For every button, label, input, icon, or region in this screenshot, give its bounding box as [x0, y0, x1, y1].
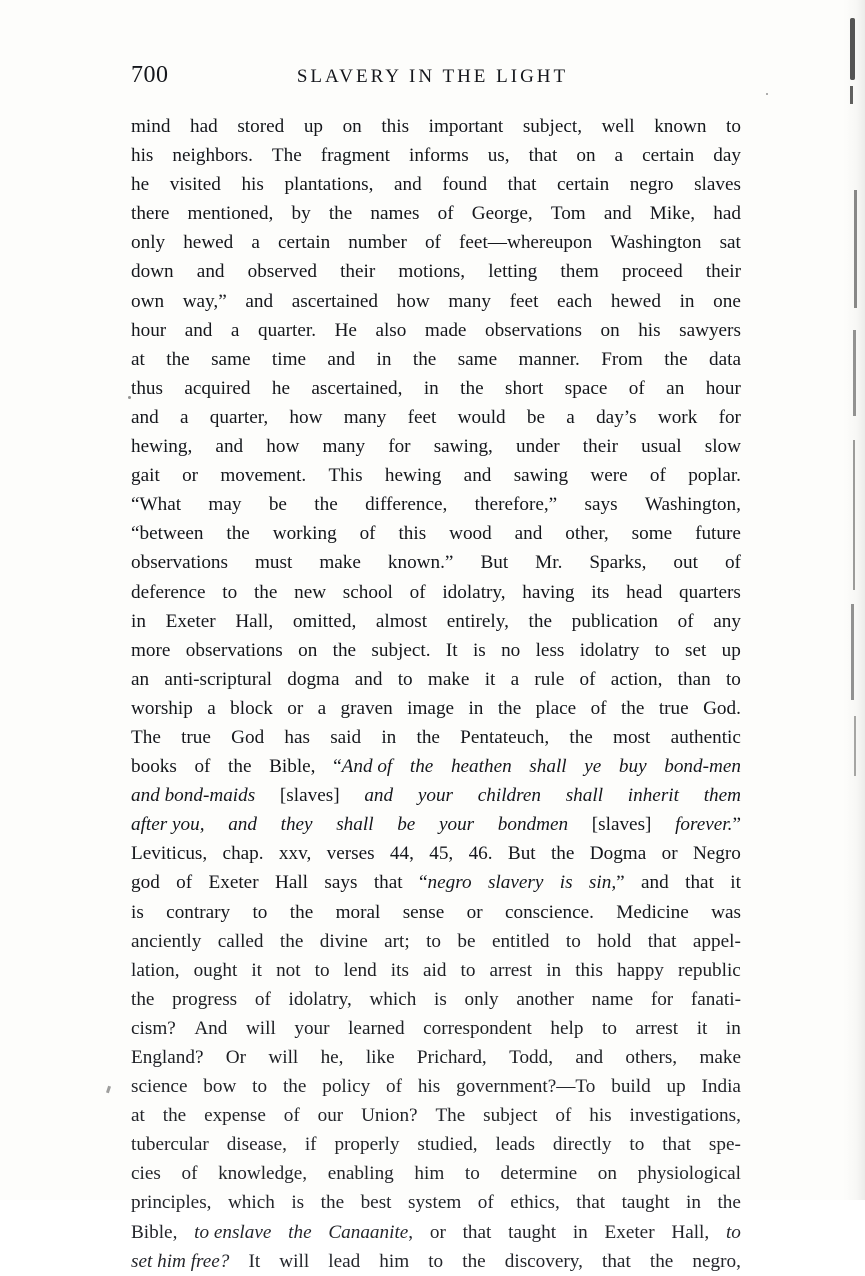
text-line: he visited his plantations, and found that certain negro slaves — [131, 174, 741, 196]
text-line: science bow to the policy of his government?—To build up India — [131, 1076, 741, 1098]
text-line: hewing, and how many for sawing, under their usual slow — [131, 436, 741, 458]
page-edge-shadow — [843, 0, 865, 1200]
text-line: Bible, to enslave the Canaanite, or that taught in Exeter Hall, to — [131, 1221, 741, 1243]
scan-artifact — [854, 190, 857, 308]
page-number: 700 — [131, 62, 169, 88]
text-line: deference to the new school of idolatry, having its head quarters — [131, 581, 741, 603]
text-line: set him free? It will lead him to the discovery, that the negro, — [131, 1250, 741, 1272]
text-line: more observations on the subject. It is no less idolatry to set up — [131, 639, 741, 661]
text-line: England? Or will he, like Prichard, Todd, and others, make — [131, 1047, 741, 1068]
text-line: after you, and they shall be your bondmen [slaves] forever.” — [131, 814, 741, 836]
scan-artifact — [851, 604, 854, 700]
text-line: the progress of idolatry, which is only another name for fanati- — [131, 988, 741, 1010]
paragraph — [131, 112, 741, 1276]
text-line: in Exeter Hall, omitted, almost entirely, the publication of any — [131, 610, 741, 632]
text-line: worship a block or a graven image in the place of the true God. — [131, 697, 741, 719]
page-body-text — [131, 112, 741, 1276]
scan-artifact — [853, 440, 855, 590]
text-line: down and observed their motions, letting them proceed their — [131, 261, 741, 283]
scan-speck — [106, 1086, 111, 1094]
text-line: only hewed a certain number of feet—whereupon Washington sat — [131, 232, 741, 254]
text-line: cies of knowledge, enabling him to determine on physiological — [131, 1163, 741, 1185]
text-line: at the expense of our Union? The subject of his investigations, — [131, 1105, 741, 1127]
text-line: The true God has said in the Pentateuch, the most authentic — [131, 726, 741, 748]
text-line: lation, ought it not to lend its aid to arrest in this happy republic — [131, 959, 741, 981]
text-line: at the same time and in the same manner. From the data — [131, 348, 741, 370]
text-line: cism? And will your learned correspondent help to arrest it in — [131, 1017, 741, 1039]
text-line: tubercular disease, if properly studied, leads directly to that spe- — [131, 1134, 741, 1156]
scan-artifact — [854, 716, 856, 776]
text-line: mind had stored up on this important subject, well known to — [131, 116, 741, 137]
text-line: and bond-maids [slaves] and your children shall inherit them — [131, 785, 741, 807]
text-line: and a quarter, how many feet would be a day’s work for — [131, 406, 741, 428]
text-line: Leviticus, chap. xxv, verses 44, 45, 46. But the Dogma or Negro — [131, 843, 741, 865]
text-line: “between the working of this wood and other, some future — [131, 523, 741, 545]
text-line: gait or movement. This hewing and sawing were of poplar. — [131, 465, 741, 487]
text-line: own way,” and ascertained how many feet each hewed in one — [131, 290, 741, 312]
text-line: hour and a quarter. He also made observations on his sawyers — [131, 319, 741, 341]
text-line: books of the Bible, “And of the heathen shall ye buy bond-men — [131, 756, 741, 778]
text-line: anciently called the divine art; to be entitled to hold that appel- — [131, 930, 741, 952]
running-head: SLAVERY IN THE LIGHT — [296, 66, 569, 87]
text-line: there mentioned, by the names of George, Tom and Mike, had — [131, 203, 741, 225]
text-line: is contrary to the moral sense or conscience. Medicine was — [131, 901, 741, 923]
page-header — [0, 62, 865, 96]
text-line: thus acquired he ascertained, in the short space of an hour — [131, 377, 741, 399]
scan-artifact — [853, 330, 856, 416]
text-line: “What may be the difference, therefore,” says Washington, — [131, 494, 741, 516]
text-line: his neighbors. The fragment informs us, that on a certain day — [131, 145, 741, 167]
text-line: observations must make known.” But Mr. Sparks, out of — [131, 552, 741, 574]
text-line: an anti-scriptural dogma and to make it a rule of action, than to — [131, 668, 741, 690]
text-line: god of Exeter Hall says that “negro slavery is sin,” and that it — [131, 872, 741, 894]
text-line: principles, which is the best system of ethics, that taught in the — [131, 1192, 741, 1214]
